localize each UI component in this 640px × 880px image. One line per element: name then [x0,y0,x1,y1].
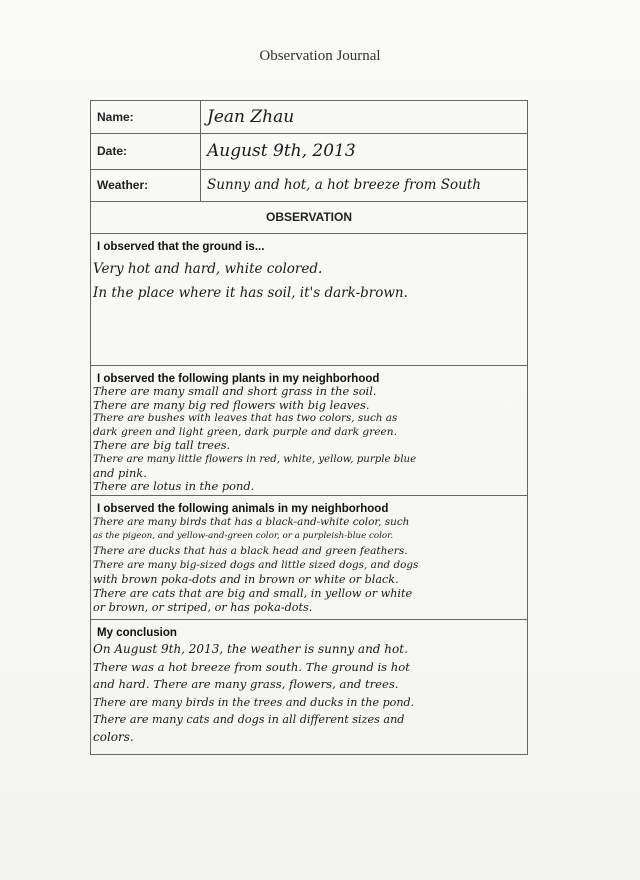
note-line: In the place where it has soil, it's dark-brown. [93,285,408,301]
animals-section-title: I observed the following animals in my neighborhood [97,503,389,515]
note-line: There are cats that are big and small, in yellow or white [93,587,413,601]
note-line: dark green and light green, dark purple and dark green. [93,425,397,438]
note-line: as the pigeon, and yellow-and-green color, or a purpleish-blue color. [93,531,394,542]
note-line: On August 9th, 2013, the weather is sunny and hot. [93,642,408,656]
note-line: There are many birds in the trees and ducks in the pond. [93,695,415,709]
note-line: There are many big-sized dogs and little sized dogs, and dogs [93,559,419,572]
name-label: Name: [91,101,201,133]
note-line: with brown poka-dots and in brown or white or black. [93,572,399,586]
note-line: and hard. There are many grass, flowers, and trees. [93,677,399,691]
name-row [91,101,527,134]
conclusion-notes [93,641,527,746]
note-line: or brown, or striped, or has poka-dots. [93,601,313,615]
observation-header-row [91,201,527,234]
note-line: There was a hot breeze from south. The ground is hot [93,659,410,674]
conclusion-section [91,619,527,755]
journal-form [90,100,528,755]
date-row [91,133,527,170]
ground-section [91,233,527,366]
animals-notes [93,515,527,616]
date-label: Date: [91,133,201,169]
note-line: There are many birds that has a black-and-white color, such [93,516,410,528]
note-line: There are big tall trees. [93,438,231,453]
note-line: There are many big red flowers with big leaves. [93,397,370,412]
ground-section-title: I observed that the ground is... [97,241,265,253]
plants-section [91,365,527,496]
note-line: colors. [93,729,134,744]
note-line: There are many cats and dogs in all different sizes and [93,713,405,726]
page-title: Observation Journal [259,48,381,64]
weather-label: Weather: [91,169,201,201]
note-line: There are lotus in the pond. [93,479,255,494]
name-value: Jean Zhau [207,107,295,127]
animals-section [91,495,527,620]
plants-section-title: I observed the following plants in my neighborhood [97,373,380,385]
note-line: Very hot and hard, white colored. [93,261,323,277]
note-line: and pink. [93,465,147,480]
weather-value: Sunny and hot, a hot breeze from South [207,177,481,193]
weather-row [91,169,527,202]
note-line: There are ducks that has a black head and green feathers. [93,544,408,557]
conclusion-section-title: My conclusion [97,627,177,639]
observation-header: OBSERVATION [265,210,352,224]
note-line: There are many small and short grass in the soil. [93,384,377,398]
date-value: August 9th, 2013 [207,141,356,161]
plants-notes [93,385,527,494]
note-line: There are bushes with leaves that has two colors, such as [93,412,398,425]
ground-notes [93,257,527,305]
note-line: There are many little flowers in red, white, yellow, purple blue [93,453,417,465]
